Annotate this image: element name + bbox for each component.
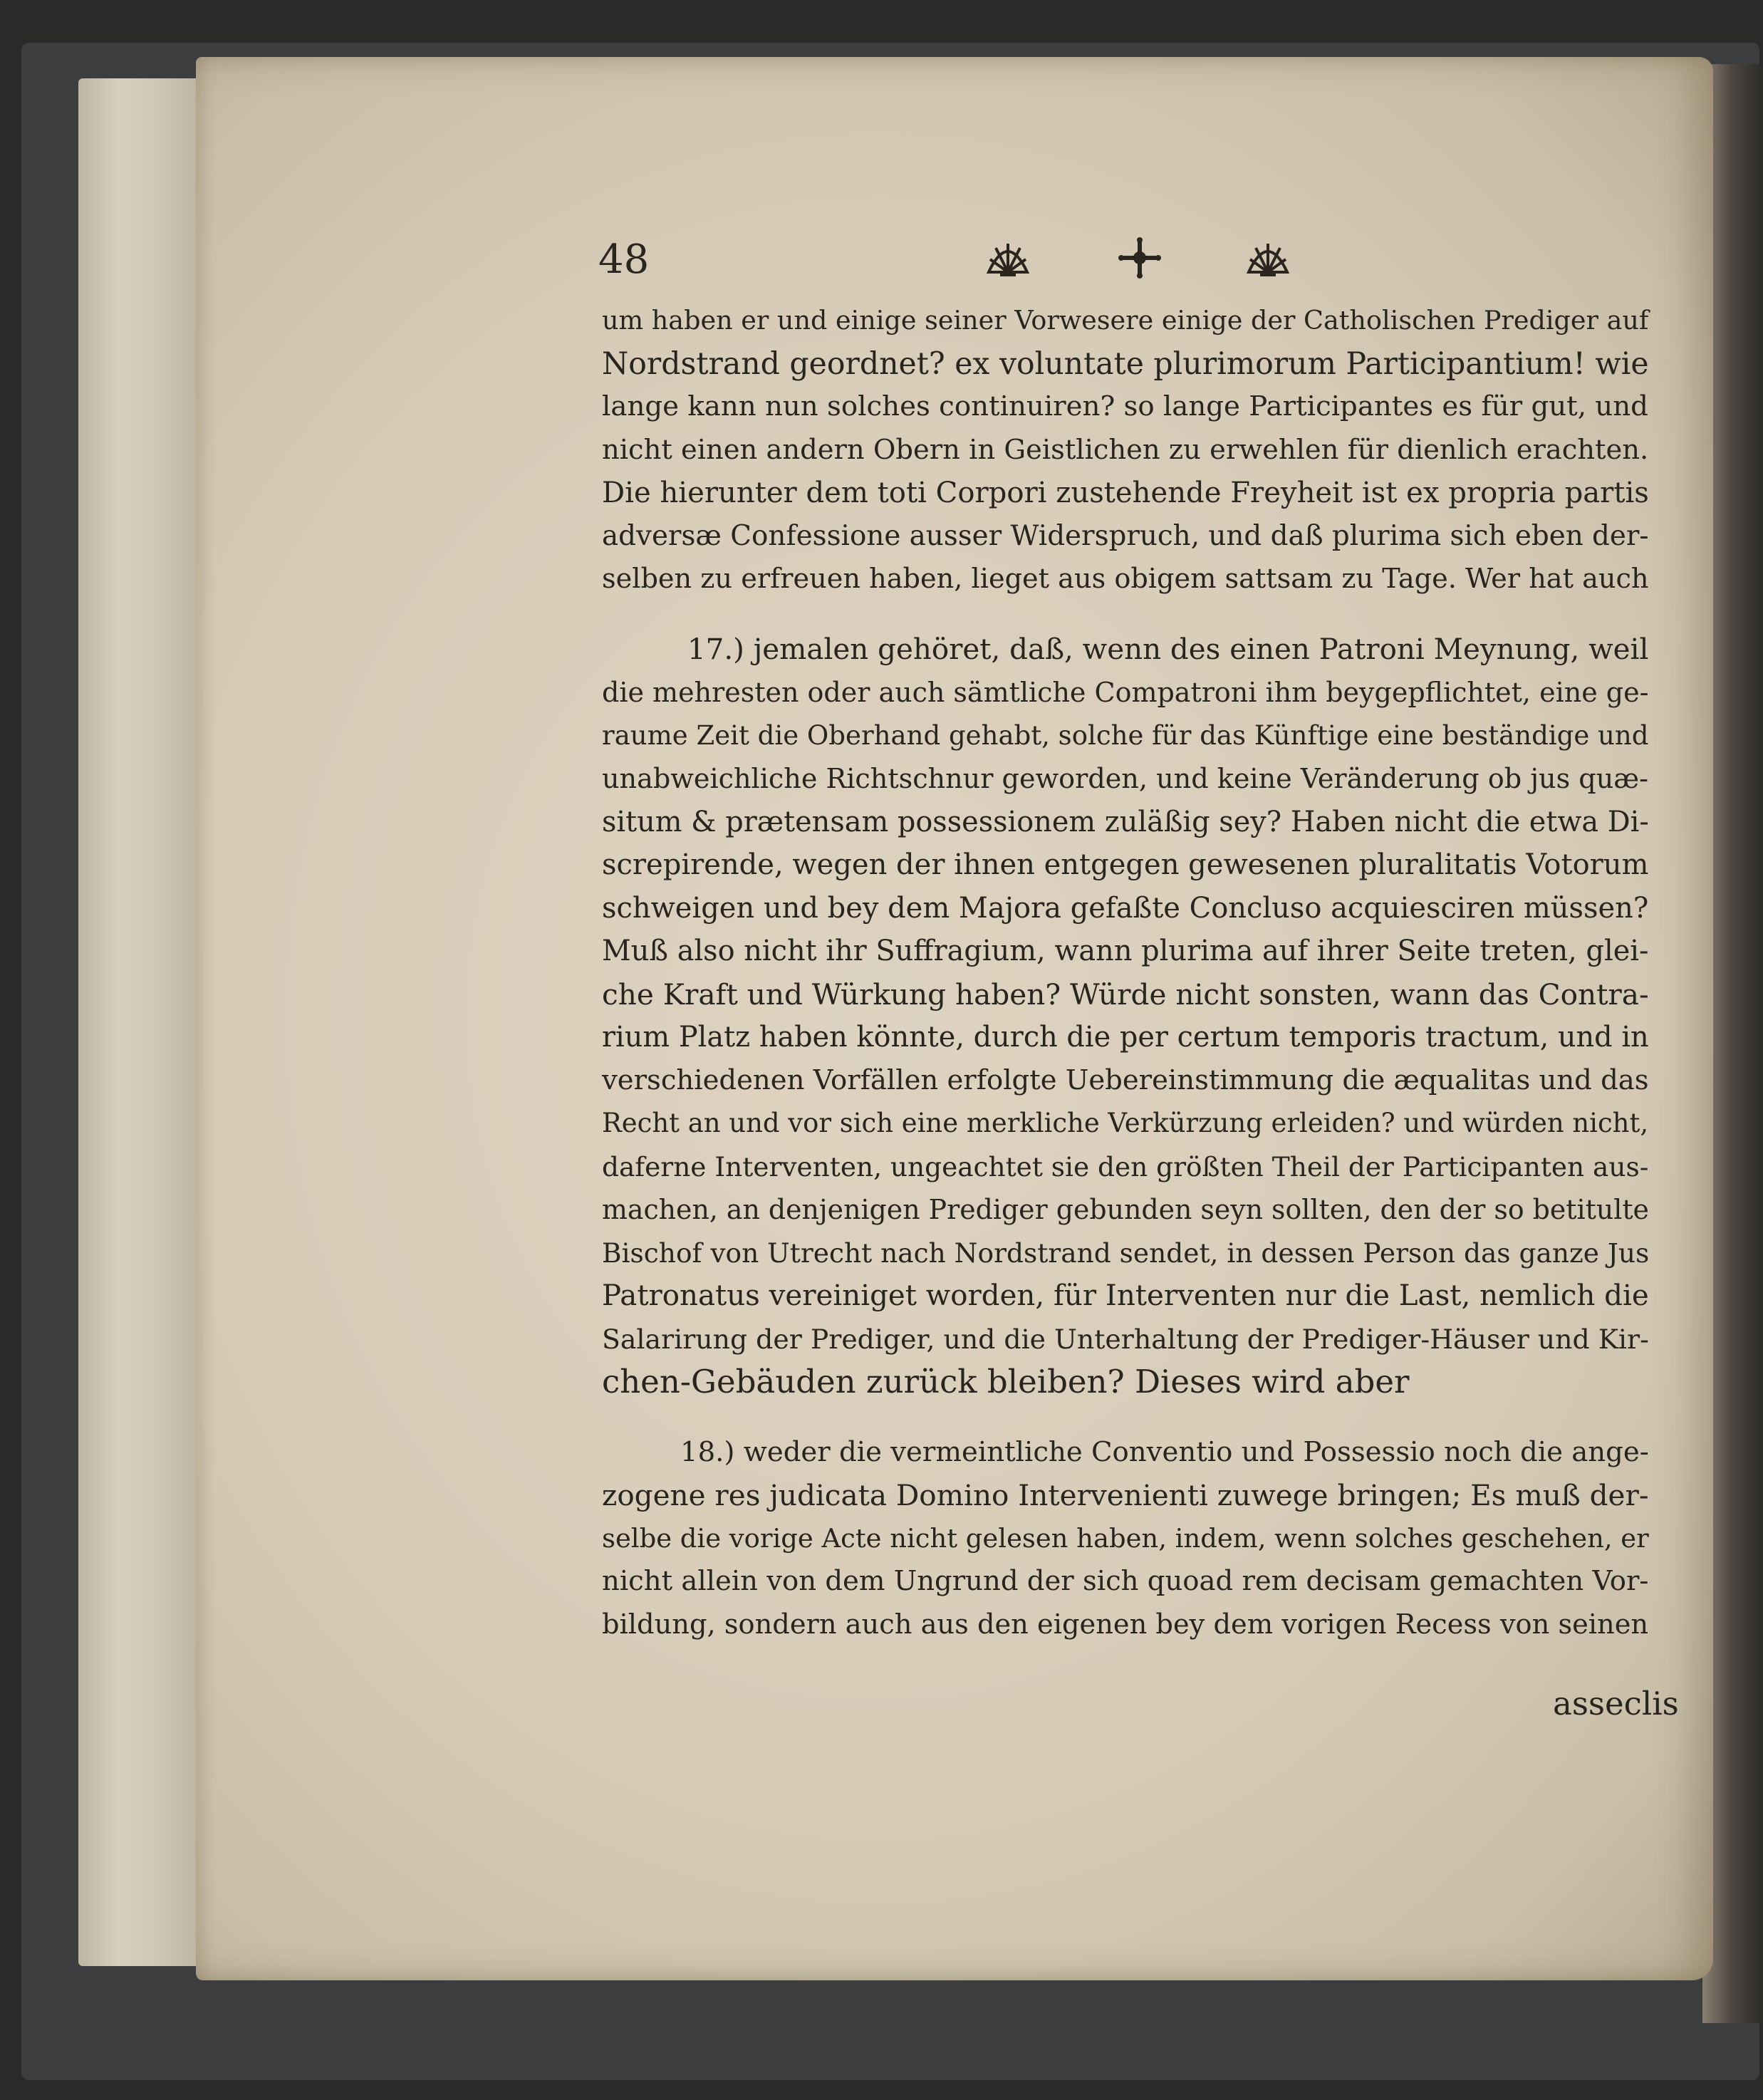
text-line: che Kraft und Würkung haben? Würde nicht sonsten, wann das Contra- — [602, 977, 1649, 1012]
text-line: raume Zeit die Oberhand gehabt, solche für das Künftige eine beständige und — [602, 719, 1649, 751]
text-line: chen-Gebäuden zurück bleiben? Dieses wird aber — [602, 1363, 1410, 1400]
text-line: 17.) jemalen gehöret, daß, wenn des einen Patroni Meynung, weil — [687, 632, 1649, 666]
page-stack-edge — [78, 78, 214, 1966]
text-line: daferne Interventen, ungeachtet sie den größten Theil der Participanten aus- — [602, 1150, 1649, 1182]
text-line: machen, an denjenigen Prediger gebunden seyn sollten, den der so betitulte — [602, 1194, 1649, 1225]
text-line: um haben er und einige seiner Vorwesere einige der Catholischen Prediger auf — [602, 305, 1649, 336]
text-line: nicht allein von dem Ungrund der sich quoad rem decisam gemachten Vor- — [602, 1565, 1649, 1597]
text-line: nicht einen andern Obern in Geistlichen zu erwehlen für dienlich erachten. — [602, 433, 1649, 466]
shell-ornament-icon — [983, 236, 1033, 279]
text-line: screpirende, wegen der ihnen entgegen gewesenen pluralitatis Votorum — [602, 848, 1649, 881]
page-body-text — [602, 299, 1649, 1646]
text-line: adversæ Confessione ausser Widerspruch, und daß plurima sich eben der- — [602, 519, 1649, 552]
text-line: 18.) weder die vermeintliche Conventio und Possessio noch die ange- — [680, 1435, 1649, 1468]
text-line: Patronatus vereiniget worden, für Interventen nur die Last, nemlich die — [602, 1279, 1649, 1312]
page-header — [598, 228, 1653, 292]
text-line: situm & prætensam possessionem zuläßig sey? Haben nicht die etwa Di- — [602, 805, 1649, 838]
text-line: Die hierunter dem toti Corpori zustehende Freyheit ist ex propria partis — [602, 477, 1649, 509]
text-line: unabweichliche Richtschnur geworden, und keine Veränderung ob jus quæ- — [602, 763, 1648, 794]
text-line: selbe die vorige Acte nicht gelesen haben, indem, wenn solches geschehen, er — [602, 1522, 1649, 1554]
catchword: asseclis — [1553, 1685, 1679, 1722]
paragraph — [602, 1431, 1649, 1647]
text-line: rium Platz haben könnte, durch die per certum temporis tractum, und in — [602, 1021, 1649, 1054]
text-line: Salarirung der Prediger, und die Unterhaltung der Prediger-Häuser und Kir- — [602, 1323, 1649, 1355]
text-line: bildung, sondern auch aus den eigenen bey dem vorigen Recess von seinen — [602, 1608, 1649, 1641]
text-line: Nordstrand geordnet? ex voluntate plurimorum Participantium! wie — [602, 345, 1649, 382]
text-line: selben zu erfreuen haben, lieget aus obigem sattsam zu Tage. Wer hat auch — [602, 563, 1649, 595]
text-line: zogene res judicata Domino Intervenienti zuwege bringen; Es muß der- — [602, 1478, 1649, 1512]
page-number: 48 — [598, 236, 650, 283]
shell-ornament-icon — [1243, 236, 1293, 279]
paragraph — [602, 628, 1649, 1404]
text-line: die mehresten oder auch sämtliche Compatroni ihm beygepflichtet, eine ge- — [602, 677, 1649, 708]
text-line: schweigen und bey dem Majora gefaßte Concluso acquiesciren müssen? — [602, 891, 1649, 925]
text-line: Muß also nicht ihr Suffragium, wann plurima auf ihrer Seite treten, glei- — [602, 935, 1649, 967]
cross-ornament-icon — [1115, 236, 1165, 279]
text-line: verschiedenen Vorfällen erfolgte Uebereinstimmung die æqualitas und das — [602, 1064, 1649, 1096]
paragraph — [602, 299, 1649, 601]
text-line: Bischof von Utrecht nach Nordstrand sendet, in dessen Person das ganze Jus — [602, 1237, 1650, 1269]
text-line: lange kann nun solches continuiren? so lange Participantes es für gut, und — [602, 390, 1648, 422]
text-line: Recht an und vor sich eine merkliche Verkürzung erleiden? und würden nicht, — [602, 1108, 1649, 1138]
